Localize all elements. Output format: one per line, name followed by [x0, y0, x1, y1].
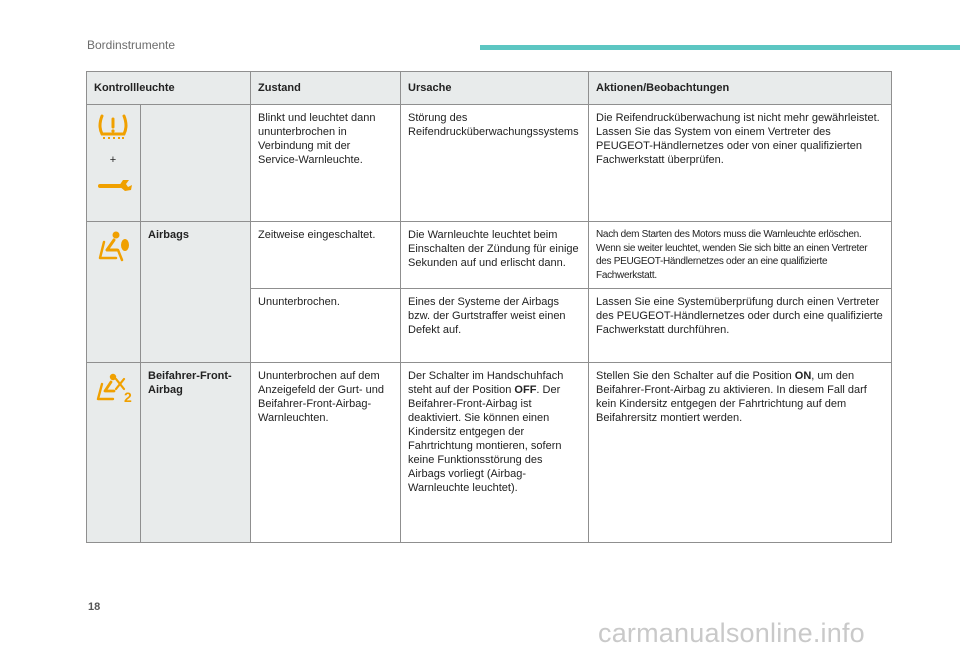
icon-cell [87, 105, 141, 222]
action-cell [589, 363, 892, 543]
cause-cell: Störung des Reifendrucküberwachungssystems [401, 105, 589, 222]
cause-cell: Eines der Systeme der Airbags bzw. der Gurtstraffer weist einen Defekt auf. [401, 289, 589, 363]
action-cell: Nach dem Starten des Motors muss die Warnleuchte erlöschen. Wenn sie weiter leuchtet, wenden Sie sich bitte an einen Vertreter des PEUGEOT-Händlernetzes oder an eine qualifizierte Fachwerkstatt. [589, 222, 892, 289]
wrench-service-icon [87, 173, 139, 199]
passenger-airbag-off-icon [87, 369, 139, 409]
table-row [87, 105, 892, 222]
warning-lights-table [86, 71, 892, 543]
table-header-row [87, 72, 892, 105]
header-accent-bar [480, 45, 960, 50]
watermark: carmanualsonline.info [598, 618, 865, 648]
tire-pressure-warning-icon [87, 113, 139, 147]
light-name-cell: Airbags [141, 222, 251, 363]
icon-cell [87, 363, 141, 543]
on-position-label: ON [794, 370, 812, 382]
column-header-light: Kontrollleuchte [87, 72, 251, 105]
action-text-after: , um den Beifahrer-Front-Airbag zu aktivieren. In diesem Fall darf kein Kindersitz entgegen der Fahrtrichtung auf dem Beifahrersitz montiert werden. [596, 370, 867, 424]
svg-text:2: 2 [124, 389, 132, 405]
cause-cell: Die Warnleuchte leuchtet beim Einschalten der Zündung für einige Sekunden auf und erlischt dann. [401, 222, 589, 289]
table-row [87, 222, 892, 289]
state-cell: Ununterbrochen auf dem Anzeigefeld der Gurt- und Beifahrer-Front-Airbag-Warnleuchten. [251, 363, 401, 543]
action-cell: Die Reifendrucküberwachung ist nicht mehr gewährleistet. Lassen Sie das System von einem Vertreter des PEUGEOT-Händlernetzes oder von einer qualifizierten Fachwerkstatt überprüfen. [589, 105, 892, 222]
airbag-seat-icon [87, 228, 139, 268]
cause-cell [401, 363, 589, 543]
cause-text-after: . Der Beifahrer-Front-Airbag ist deaktiviert. Sie können einen Kindersitz entgegen der Fahrtrichtung montieren, sofern keine Funktionsstörung des Airbags vorliegt (Airbag-Warnleuchte leuchtet). [408, 384, 562, 494]
column-header-state: Zustand [251, 72, 401, 105]
state-cell: Ununterbrochen. [251, 289, 401, 363]
section-title: Bordinstrumente [87, 38, 176, 52]
light-name-cell [141, 105, 251, 222]
page-number: 18 [88, 601, 101, 613]
cause-text-before: Der Schalter im Handschuhfach steht auf der Position [408, 370, 564, 396]
action-text-before: Stellen Sie den Schalter auf die Position [596, 370, 795, 382]
column-header-cause: Ursache [401, 72, 589, 105]
state-cell: Blinkt und leuchtet dann ununterbrochen in Verbindung mit der Service-Warnleuchte. [251, 105, 401, 222]
action-cell: Lassen Sie eine Systemüberprüfung durch einen Vertreter des PEUGEOT-Händlernetzes oder durch eine qualifizierte Fachwerkstatt durchführen. [589, 289, 892, 363]
icon-cell [87, 222, 141, 363]
table-row [87, 363, 892, 543]
light-name-cell: Beifahrer-Front-Airbag [141, 363, 251, 543]
off-position-label: OFF [514, 384, 537, 396]
column-header-action: Aktionen/Beobachtungen [589, 72, 892, 105]
state-cell: Zeitweise eingeschaltet. [251, 222, 401, 289]
icon-connector: + [109, 154, 117, 166]
